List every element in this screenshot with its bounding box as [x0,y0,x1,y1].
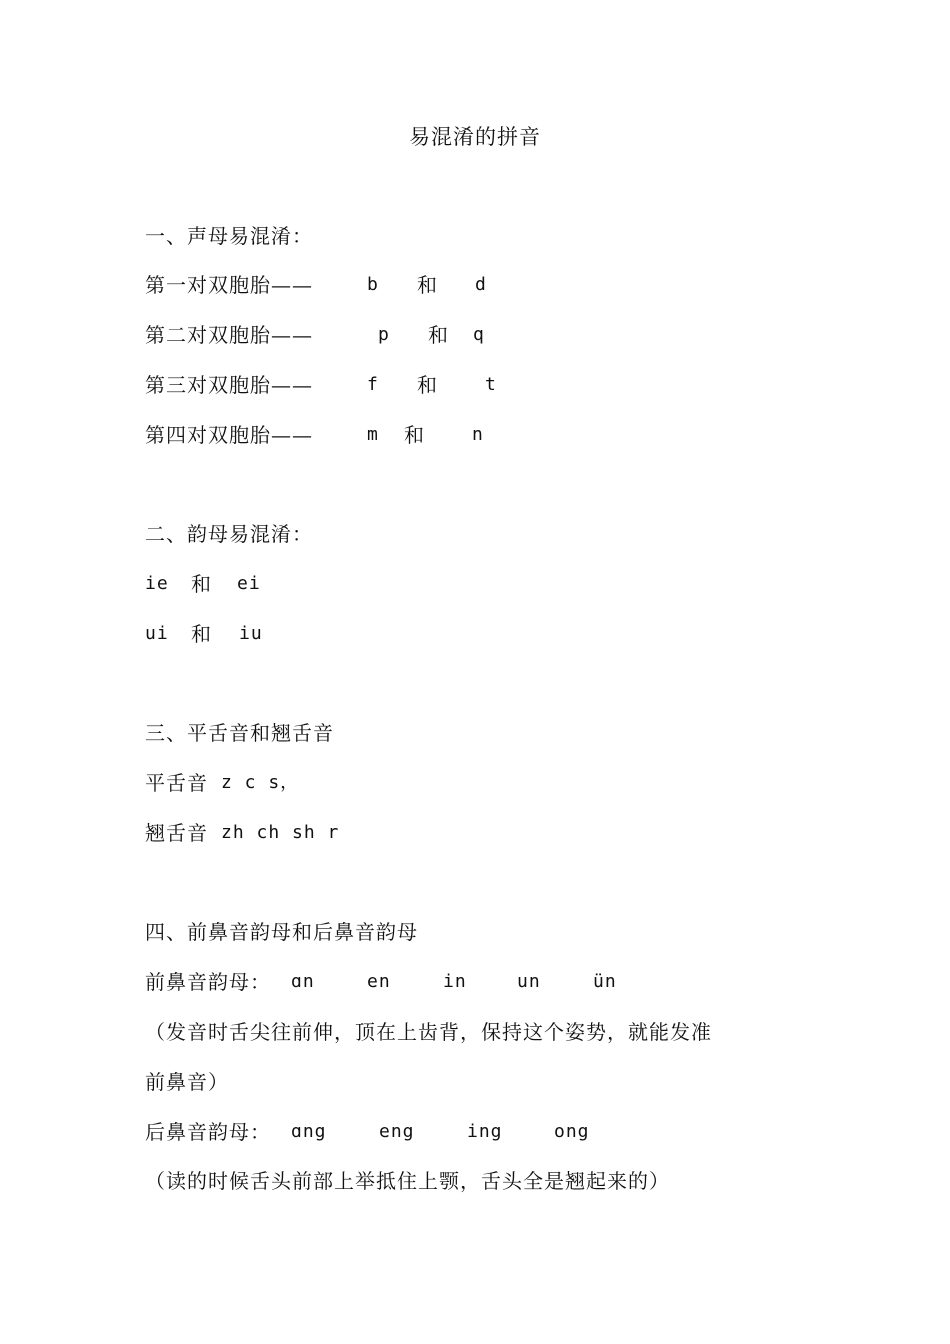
pair-letter-b: n [472,424,484,445]
pair-and: 和 [417,373,438,397]
pair-and: 和 [191,572,212,596]
section4-heading: 四、前鼻音韵母和后鼻音韵母 [145,920,418,944]
back-final: eng [379,1121,415,1142]
front-final: un [517,971,541,992]
pair-and: 和 [191,622,212,646]
pair-label: 第二对双胞胎—— [145,323,313,347]
pair-letter-a: m [367,424,379,445]
pair-label: 第一对双胞胎—— [145,273,313,297]
pair-final-a: ui [145,623,169,644]
front-nasal-note-line1: （发音时舌尖往前伸，顶在上齿背，保持这个姿势，就能发准 [145,1020,712,1044]
pair-final-b: iu [239,623,263,644]
pair-letter-a: p [378,324,390,345]
front-final: in [443,971,467,992]
retroflex-values: zh ch sh r [221,822,340,843]
flat-tongue-label: 平舌音 [145,771,208,795]
pair-letter-b: q [473,324,485,345]
back-nasal-label: 后鼻音韵母： [145,1120,271,1144]
front-nasal-label: 前鼻音韵母： [145,970,271,994]
pair-and: 和 [428,323,449,347]
retroflex-label: 翘舌音 [145,821,208,845]
pair-letter-a: f [367,374,379,395]
section2-heading: 二、韵母易混淆： [145,522,313,546]
front-final: en [367,971,391,992]
pair-label: 第三对双胞胎—— [145,373,313,397]
front-nasal-note-line2: 前鼻音） [145,1070,229,1094]
front-final: ün [593,971,617,992]
pair-letter-a: b [367,274,379,295]
flat-tongue-values: z c s， [221,772,300,793]
pair-final-b: ei [237,573,261,594]
back-final: ong [554,1121,590,1142]
pair-letter-b: d [475,274,487,295]
pair-letter-b: t [485,374,497,395]
page-title: 易混淆的拼音 [409,125,541,149]
pair-and: 和 [404,423,425,447]
front-final: ɑn [291,971,315,992]
section3-heading: 三、平舌音和翘舌音 [145,721,334,745]
section1-heading: 一、声母易混淆： [145,224,313,248]
back-final: ing [467,1121,503,1142]
back-nasal-note: （读的时候舌头前部上举抵住上颚，舌头全是翘起来的） [145,1169,670,1193]
pair-and: 和 [417,273,438,297]
back-final: ɑng [291,1121,327,1142]
pair-label: 第四对双胞胎—— [145,423,313,447]
pair-final-a: ie [145,573,169,594]
